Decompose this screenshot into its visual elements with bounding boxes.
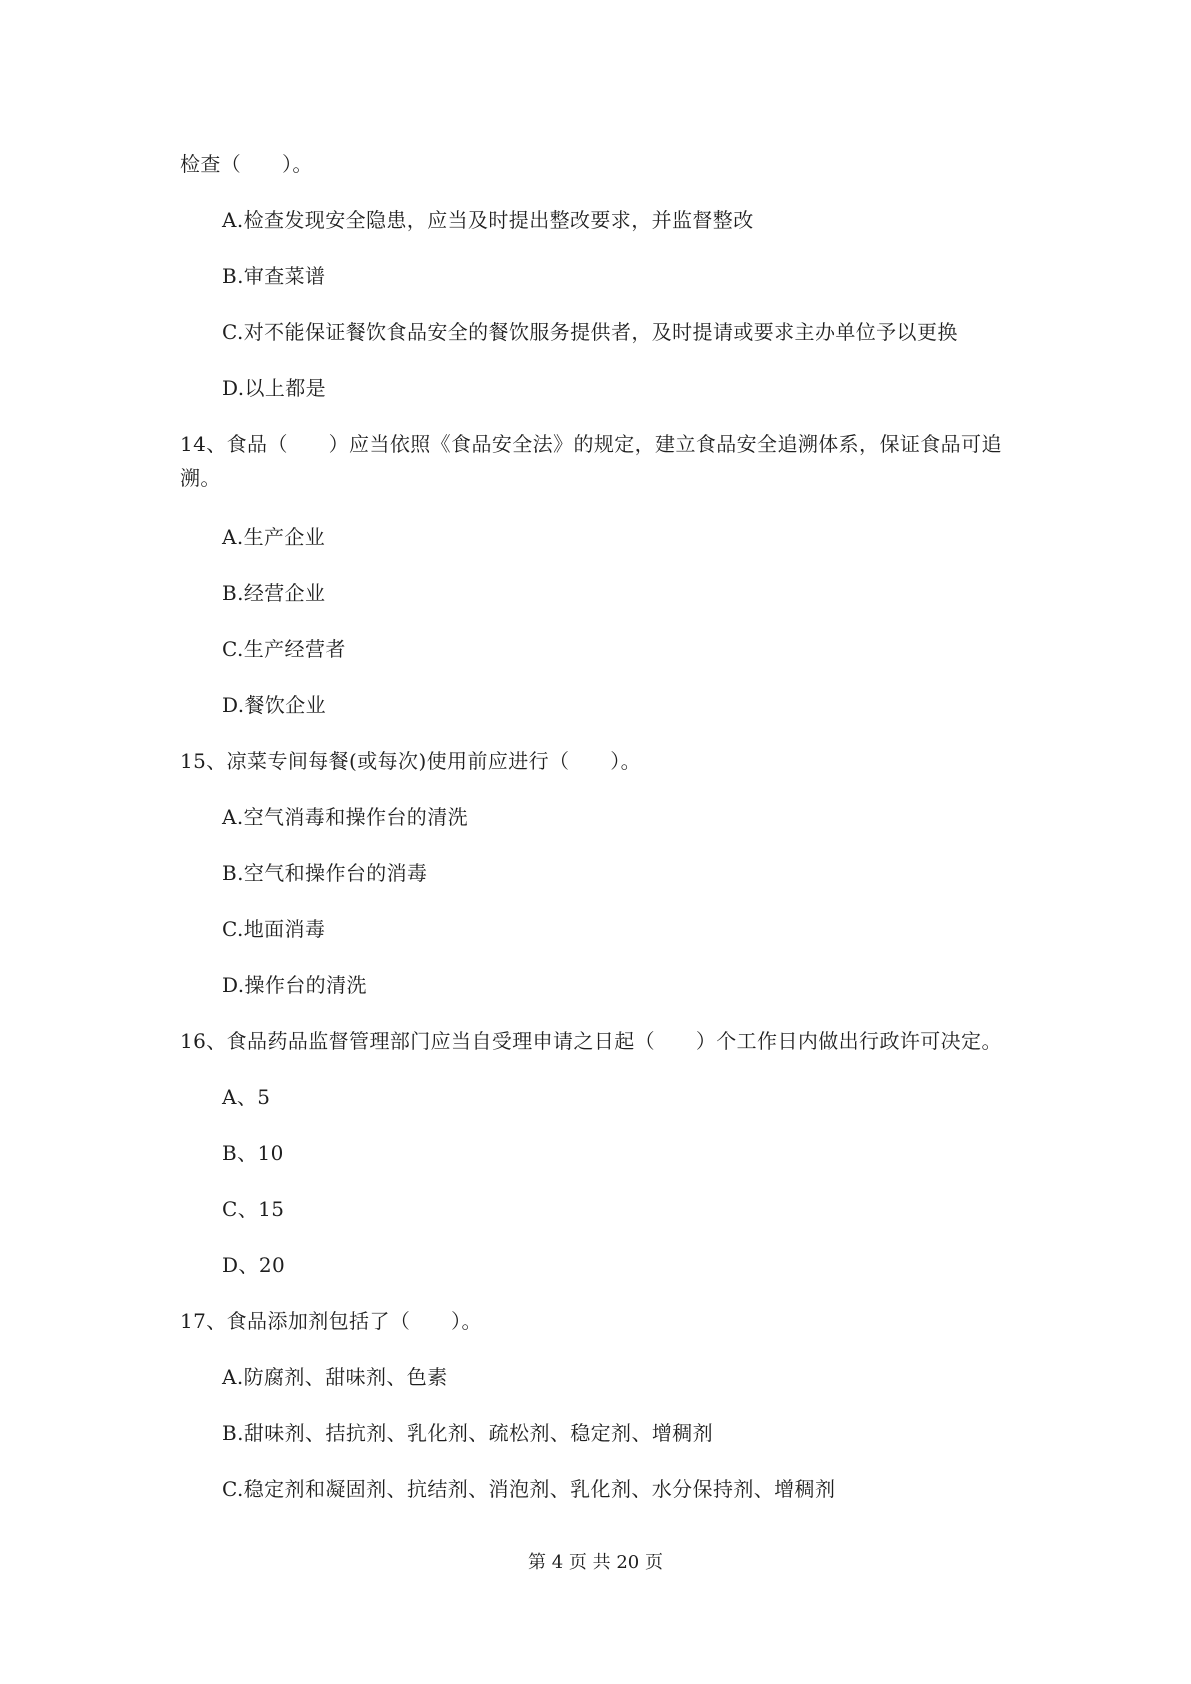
question-14-option-c: C.生产经营者 <box>222 637 346 661</box>
question-13-option-c: C.对不能保证餐饮食品安全的餐饮服务提供者，及时提请或要求主办单位予以更换 <box>222 320 958 344</box>
page-footer: 第 4 页 共 20 页 <box>528 1552 663 1573</box>
question-16-option-d: D、20 <box>222 1253 286 1277</box>
question-14-stem: 14、食品（ ）应当依照《食品安全法》的规定，建立食品安全追溯体系，保证食品可追溯。 <box>180 432 1002 490</box>
question-17-option-b: B.甜味剂、拮抗剂、乳化剂、疏松剂、稳定剂、增稠剂 <box>222 1421 714 1445</box>
question-16-option-b: B、10 <box>222 1141 284 1165</box>
question-14-option-a: A.生产企业 <box>222 525 326 549</box>
question-16-stem: 16、食品药品监督管理部门应当自受理申请之日起（ ）个工作日内做出行政许可决定。 <box>180 1029 1002 1053</box>
question-16-option-c: C、15 <box>222 1197 285 1221</box>
question-16-option-a: A、5 <box>222 1085 271 1109</box>
question-17-option-a: A.防腐剂、甜味剂、色素 <box>222 1365 448 1389</box>
question-15-option-c: C.地面消毒 <box>222 917 326 941</box>
question-15-option-d: D.操作台的清洗 <box>222 973 367 997</box>
question-14-option-b: B.经营企业 <box>222 581 326 605</box>
question-14-option-d: D.餐饮企业 <box>222 693 327 717</box>
question-17-option-c: C.稳定剂和凝固剂、抗结剂、消泡剂、乳化剂、水分保持剂、增稠剂 <box>222 1477 836 1501</box>
question-15-stem: 15、凉菜专间每餐(或每次)使用前应进行（ ）。 <box>180 749 642 773</box>
question-17-stem: 17、食品添加剂包括了（ ）。 <box>180 1309 482 1333</box>
question-13-option-d: D.以上都是 <box>222 376 327 400</box>
question-15-option-a: A.空气消毒和操作台的清洗 <box>222 805 469 829</box>
question-13-option-b: B.审查菜谱 <box>222 264 326 288</box>
question-13-option-a: A.检查发现安全隐患，应当及时提出整改要求，并监督整改 <box>222 208 754 232</box>
question-13-stem-tail: 检查（ ）。 <box>180 152 313 176</box>
question-15-option-b: B.空气和操作台的消毒 <box>222 861 428 885</box>
